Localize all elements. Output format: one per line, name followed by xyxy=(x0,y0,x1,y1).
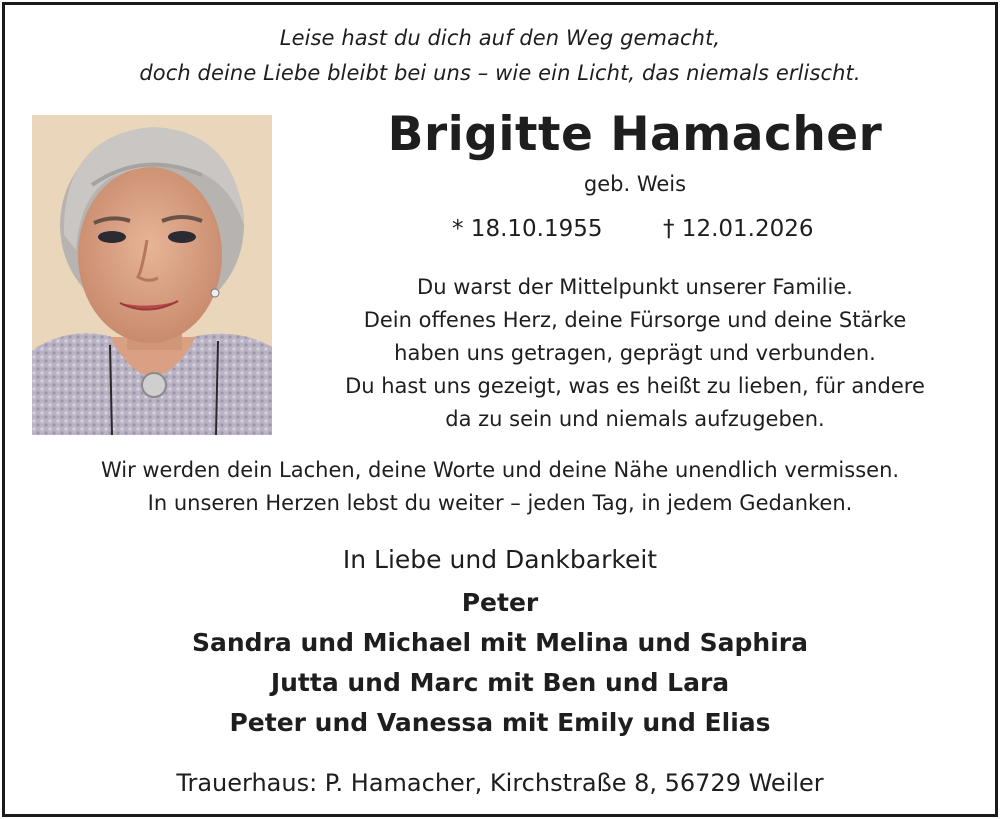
birth-date: * 18.10.1955 xyxy=(452,216,603,242)
poem-line: Dein offenes Herz, deine Fürsorge und deine Stärke xyxy=(363,308,907,332)
maiden-name: geb. Weis xyxy=(583,172,687,196)
poem-line: Du warst der Mittelpunkt unserer Familie. xyxy=(417,275,853,299)
poem-line: haben uns getragen, geprägt und verbunden. xyxy=(394,341,876,365)
death-date: † 12.01.2026 xyxy=(663,216,814,242)
deceased-name: Brigitte Hamacher xyxy=(387,107,883,162)
signoff: In Liebe und Dankbarkeit xyxy=(342,545,658,574)
poem-line: da zu sein und niemals aufzugeben. xyxy=(445,407,825,431)
obituary-notice xyxy=(2,2,998,817)
quote-line-2: doch deine Liebe bleibt bei uns – wie ein Licht, das niemals erlischt. xyxy=(139,61,861,85)
family-line: Jutta und Marc mit Ben und Lara xyxy=(270,668,730,697)
mourning-address: Trauerhaus: P. Hamacher, Kirchstraße 8, 56729 Weiler xyxy=(176,769,824,797)
family-line: Sandra und Michael mit Melina und Saphira xyxy=(192,628,808,657)
closing-line: In unseren Herzen lebst du weiter – jeden Tag, in jedem Gedanken. xyxy=(147,491,853,515)
quote-line-1: Leise hast du dich auf den Weg gemacht, xyxy=(279,26,721,50)
family-line: Peter und Vanessa mit Emily und Elias xyxy=(229,708,771,737)
portrait-photo xyxy=(32,115,272,435)
portrait-illustration xyxy=(32,115,272,435)
poem-line: Du hast uns gezeigt, was es heißt zu lieben, für andere xyxy=(345,374,925,398)
family-line: Peter xyxy=(461,588,539,617)
closing-line: Wir werden dein Lachen, deine Worte und deine Nähe unendlich vermissen. xyxy=(100,458,900,482)
